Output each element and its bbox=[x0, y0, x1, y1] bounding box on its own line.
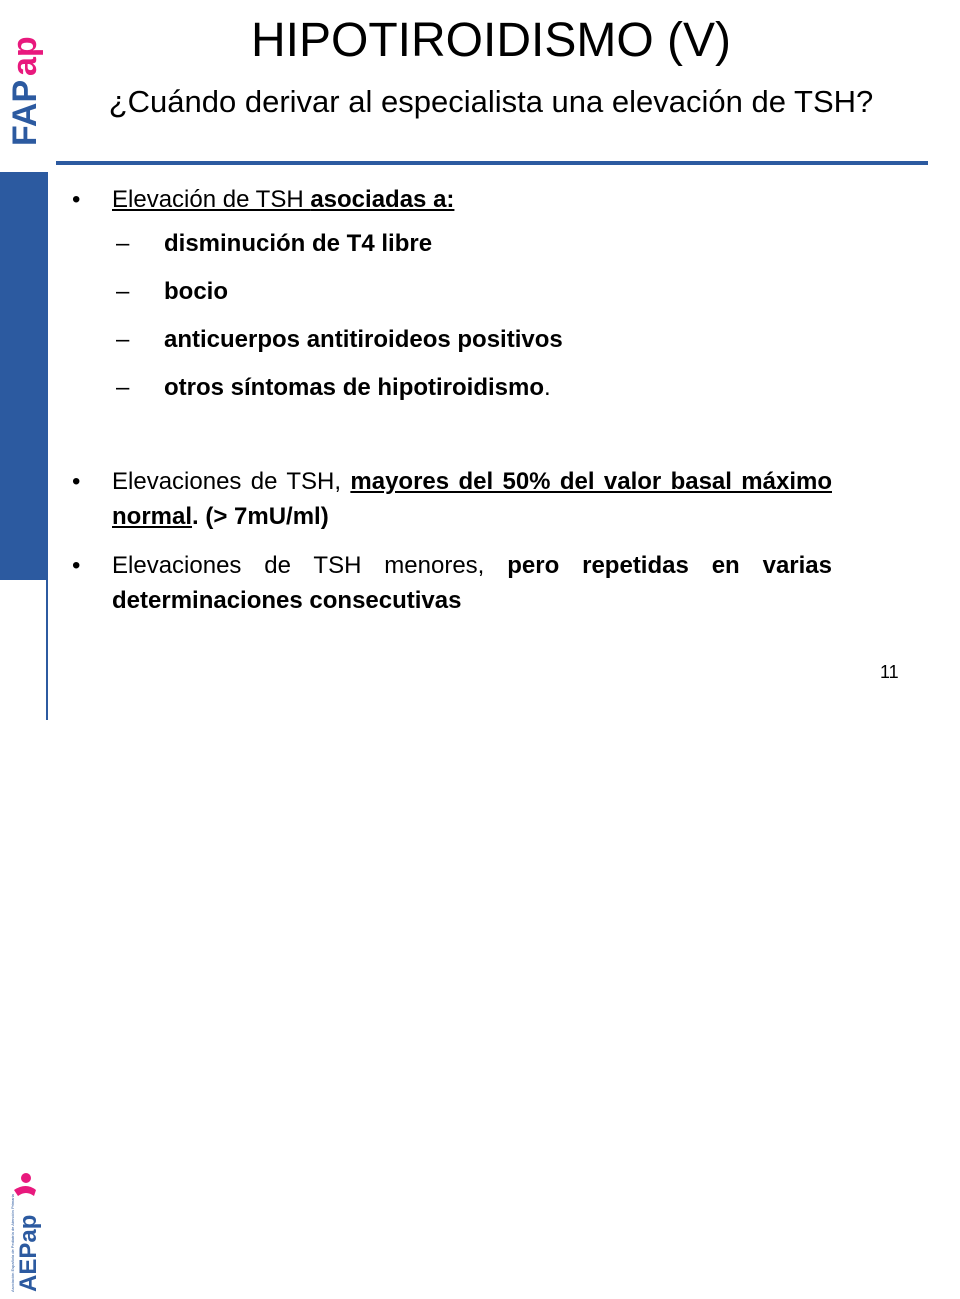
subitem-symptoms: – otros síntomas de hipotiroidismo. bbox=[116, 374, 551, 401]
slide-title: HIPOTIROIDISMO (V) bbox=[251, 14, 731, 67]
svg-text:Asociación Española de Pediatr: Asociación Española de Pediatría de Atención Primaria bbox=[10, 1194, 15, 1292]
bullet-marker: • bbox=[72, 186, 81, 213]
bullet-marker: • bbox=[72, 552, 81, 579]
subitem-bocio bbox=[72, 278, 832, 306]
slide-content bbox=[72, 186, 832, 618]
subitem-t4 bbox=[72, 230, 832, 258]
sidebar bbox=[0, 0, 48, 1292]
subitem-text: anticuerpos antitiroideos positivos bbox=[164, 326, 563, 353]
subitem-antibodies bbox=[72, 326, 832, 354]
subitem-text: disminución de T4 libre bbox=[164, 230, 433, 257]
bullet-text-bold: pero repetidas en varias determinaciones consecutivas bbox=[112, 552, 832, 614]
dash-marker: – bbox=[116, 230, 130, 257]
sidebar-top bbox=[0, 0, 48, 172]
slide-subtitle: ¿Cuándo derivar al especialista una elevación de TSH? bbox=[108, 84, 874, 119]
svg-text:AEPap: AEPap bbox=[15, 1214, 42, 1292]
bullet-text-bold: asociadas a: bbox=[310, 186, 455, 213]
page-number: 11 bbox=[880, 662, 899, 682]
bullet-elevation-repeated bbox=[72, 548, 832, 618]
sidebar-band bbox=[0, 172, 48, 580]
title-underline bbox=[56, 161, 928, 165]
bullet-text: Elevaciones de TSH menores, bbox=[112, 552, 508, 579]
svg-text:FAP: FAP bbox=[6, 79, 44, 146]
bullet-text: Elevaciones de TSH, bbox=[112, 468, 351, 495]
bullet-elevation-major bbox=[72, 464, 832, 534]
sidebar-bottom bbox=[0, 580, 48, 1292]
svg-text:ap: ap bbox=[6, 36, 44, 76]
bullet-marker: • bbox=[72, 468, 81, 495]
bullet-text-bold: . (> 7mU/ml) bbox=[192, 503, 329, 530]
dash-marker: – bbox=[116, 374, 130, 401]
dash-marker: – bbox=[116, 278, 130, 305]
bullet-text-bold-underlined: mayores del 50% del valor basal máximo normal bbox=[112, 468, 832, 530]
fapap-logo bbox=[4, 18, 44, 148]
aepap-logo bbox=[6, 1168, 42, 1294]
bullet-text: Elevación de TSH bbox=[112, 186, 311, 213]
subitem-text: bocio bbox=[164, 278, 228, 305]
dash-marker: – bbox=[116, 326, 130, 353]
sidebar-divider bbox=[46, 580, 48, 720]
subitem-text: otros síntomas de hipotiroidismo bbox=[164, 374, 545, 401]
bullet-associated bbox=[72, 186, 832, 214]
